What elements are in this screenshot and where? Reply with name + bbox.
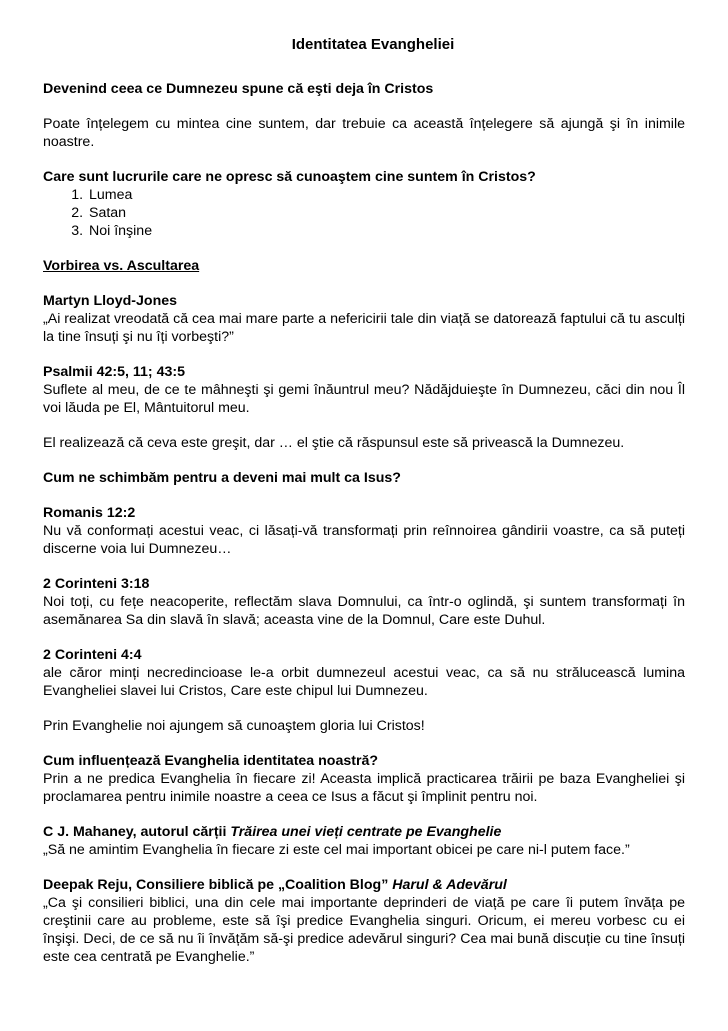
- paragraph: El realizează că ceva este greşit, dar … el ştie că răspunsul este să privească la Dumnezeu.: [43, 435, 625, 451]
- section-heading: Cum influențează Evanghelia identitatea noastră?: [43, 753, 379, 769]
- page-title: Identitatea Evangheliei: [291, 36, 455, 53]
- scripture-text: ale căror minți necredincioase le-a orbit dumnezeul acestui veac, ca să nu strălucească lumina Evangheliei slavei lui Cristos, Care este chipul lui Dumnezeu.: [43, 665, 685, 699]
- section-heading: Care sunt lucrurile care ne opresc să cunoaştem cine suntem în Cristos?: [43, 169, 536, 185]
- quote-text: „Ai realizat vreodată că cea mai mare parte a nefericirii tale din viață se datorează faptului că tu asculți la tine însuți şi nu îți vorbeşti?”: [43, 311, 685, 345]
- list-item: 2. Satan: [87, 204, 685, 222]
- scripture-text: Noi toți, cu fețe neacoperite, reflectăm slava Domnului, ca într-o oglindă, şi suntem transformați în asemănarea Sa din slavă în slavă; aceasta vine de la Domnul, Care este Duhul.: [43, 594, 685, 628]
- quote-text: „Să ne amintim Evanghelia în fiecare zi este cel mai important obicei pe care ni-l putem face.”: [43, 842, 630, 858]
- paragraph: Prin a ne predica Evanghelia în fiecare zi! Aceasta implică practicarea trăirii pe baza Evangheliei şi proclamarea pentru inimile noastre a ceea ce Isus a făcut şi împlinit pentru noi.: [43, 771, 685, 805]
- section-heading: Cum ne schimbăm pentru a deveni mai mult ca Isus?: [43, 470, 401, 486]
- scripture-text: Suflete al meu, de ce te mâhneşti şi gemi înăuntrul meu? Nădăjduieşte în Dumnezeu, căci din nou Îl voi lăuda pe El, Mântuitorul meu.: [43, 382, 685, 416]
- quote-author-name: C J. Mahaney, autorul cărții: [43, 824, 231, 840]
- book-title: Harul & Adevărul: [392, 877, 507, 893]
- section-heading-underlined: Vorbirea vs. Ascultarea: [43, 258, 200, 274]
- scripture-reference: Romanis 12:2: [43, 505, 136, 521]
- scripture-reference: Psalmii 42:5, 11; 43:5: [43, 364, 185, 380]
- quote-author-name: Deepak Reju, Consiliere biblică pe „Coalition Blog”: [43, 877, 393, 893]
- list-item: 3. Noi înşine: [87, 222, 685, 240]
- paragraph: Prin Evanghelie noi ajungem să cunoaştem gloria lui Cristos!: [43, 718, 425, 734]
- scripture-reference: 2 Corinteni 4:4: [43, 647, 142, 663]
- list-item: 1. Lumea: [87, 186, 685, 204]
- book-title: Trăirea unei vieți centrate pe Evanghelie: [230, 824, 502, 840]
- quote-author: [43, 823, 685, 841]
- quote-text: „Ca şi consilieri biblici, una din cele mai importante deprinderi de viață pe care îi putem învăța pe creştinii care au probleme, este să îşi predice Evanghelia singuri. Oricum, ei mereu vorbesc cu ei înşişi. Deci, de ce să nu îi învățăm să-şi predice adevărul singuri? Cea mai bună discuție cu tine însuți este cea centrată pe Evanghelie.”: [43, 895, 685, 965]
- scripture-reference: 2 Corinteni 3:18: [43, 576, 150, 592]
- quote-author: [43, 876, 685, 894]
- numbered-list: [43, 186, 685, 240]
- section-heading: Devenind ceea ce Dumnezeu spune că eşti deja în Cristos: [43, 81, 434, 97]
- paragraph: Poate înțelegem cu mintea cine suntem, dar trebuie ca această înțelegere să ajungă şi în inimile noastre.: [43, 116, 685, 150]
- scripture-text: Nu vă conformați acestui veac, ci lăsați-vă transformați prin reînnoirea gândirii voastre, ca să puteți discerne voia lui Dumnezeu…: [43, 523, 685, 557]
- quote-author: Martyn Lloyd-Jones: [43, 293, 178, 309]
